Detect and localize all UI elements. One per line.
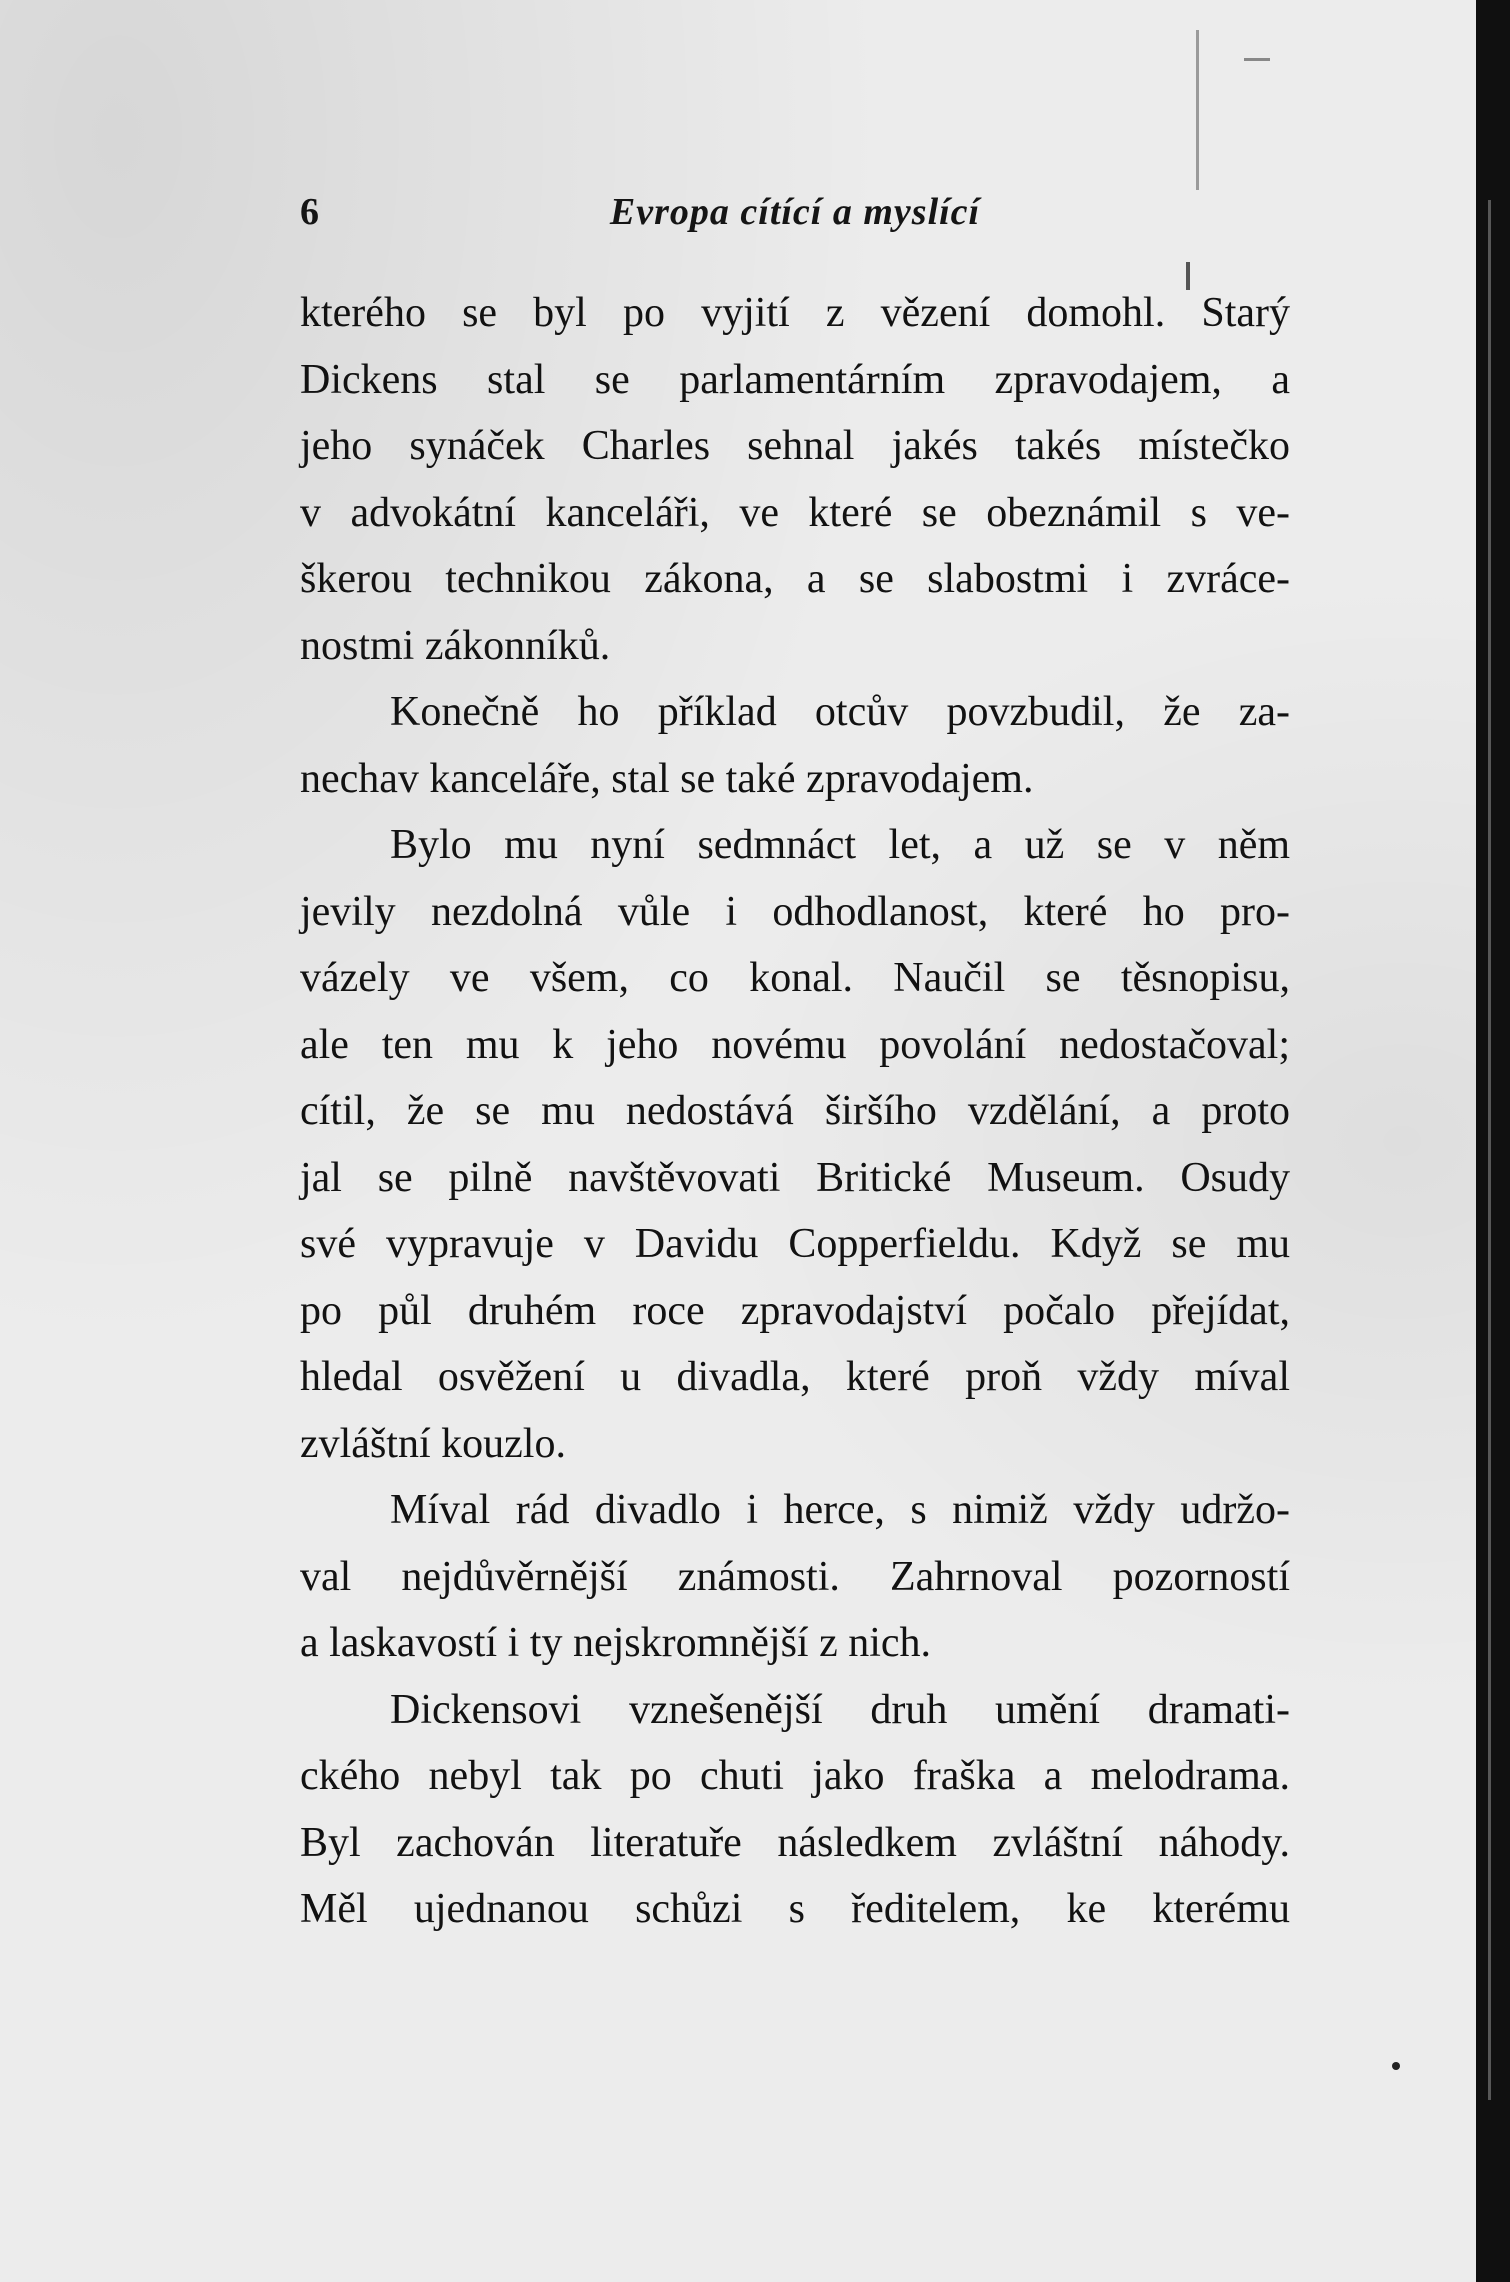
text-line: své vypravuje v Davidu Copperfieldu. Když se mu [300, 1221, 1290, 1267]
text-line: cítil, že se mu nedostává širšího vzdělání, a proto [300, 1088, 1290, 1134]
text-line: nostmi zákonníků. [300, 622, 611, 669]
text-line: Konečně ho příklad otcův povzbudil, že za- [390, 689, 1290, 735]
paragraph [300, 812, 1290, 1477]
text-line: vázely ve všem, co konal. Naučil se těsnopisu, [300, 955, 1290, 1001]
text-line: jeho synáček Charles sehnal jakés takés místečko [300, 423, 1290, 469]
text-line: kterého se byl po vyjití z vězení domohl. Starý [300, 290, 1290, 336]
text-line: Dickensovi vznešenější druh umění dramati- [390, 1686, 1290, 1733]
running-title: Evropa cítící a myslící [609, 191, 981, 233]
text-line: v advokátní kanceláři, ve které se obeznámil s ve- [300, 489, 1290, 536]
scan-edge [1476, 0, 1510, 2282]
text-line: zvláštní kouzlo. [300, 1420, 566, 1467]
text-line: ckého nebyl tak po chuti jako fraška a melodrama. [300, 1753, 1290, 1799]
paragraph [300, 679, 1290, 812]
scan-speck [1244, 58, 1270, 61]
body-text [300, 280, 1290, 1943]
paragraph [300, 1477, 1290, 1677]
page-number: 6 [300, 191, 319, 233]
text-line: a laskavostí i ty nejskromnější z nich. [300, 1620, 932, 1666]
text-line: Bylo mu nyní sedmnáct let, a už se v něm [390, 822, 1290, 868]
scan-speck [1196, 30, 1199, 190]
text-line: jal se pilně navštěvovati Britické Museum. Osudy [300, 1154, 1290, 1201]
text-line: škerou technikou zákona, a se slabostmi i zvráce- [300, 556, 1290, 602]
text-line: po půl druhém roce zpravodajství počalo přejídat, [300, 1287, 1290, 1334]
text-line: jevily nezdolná vůle i odhodlanost, které ho pro- [300, 888, 1290, 935]
running-head [300, 190, 1290, 250]
text-line: Dickens stal se parlamentárním zpravodajem, a [300, 356, 1290, 403]
binding-line [1488, 200, 1491, 2100]
text-line: nechav kanceláře, stal se také zpravodajem. [300, 755, 1034, 802]
paragraph [300, 280, 1290, 679]
text-line: hledal osvěžení u divadla, které proň vždy míval [300, 1354, 1290, 1400]
text-line: val nejdůvěrnější známosti. Zahrnoval pozorností [300, 1553, 1290, 1600]
text-line: ale ten mu k jeho novému povolání nedostačoval; [300, 1021, 1290, 1068]
paragraph [300, 1677, 1290, 1943]
scan-speck [1392, 2062, 1400, 2070]
text-line: Míval rád divadlo i herce, s nimiž vždy udržo- [390, 1487, 1290, 1533]
text-line: Měl ujednanou schůzi s ředitelem, ke kterému [300, 1886, 1290, 1932]
text-line: Byl zachován literatuře následkem zvláštní náhody. [300, 1819, 1290, 1866]
